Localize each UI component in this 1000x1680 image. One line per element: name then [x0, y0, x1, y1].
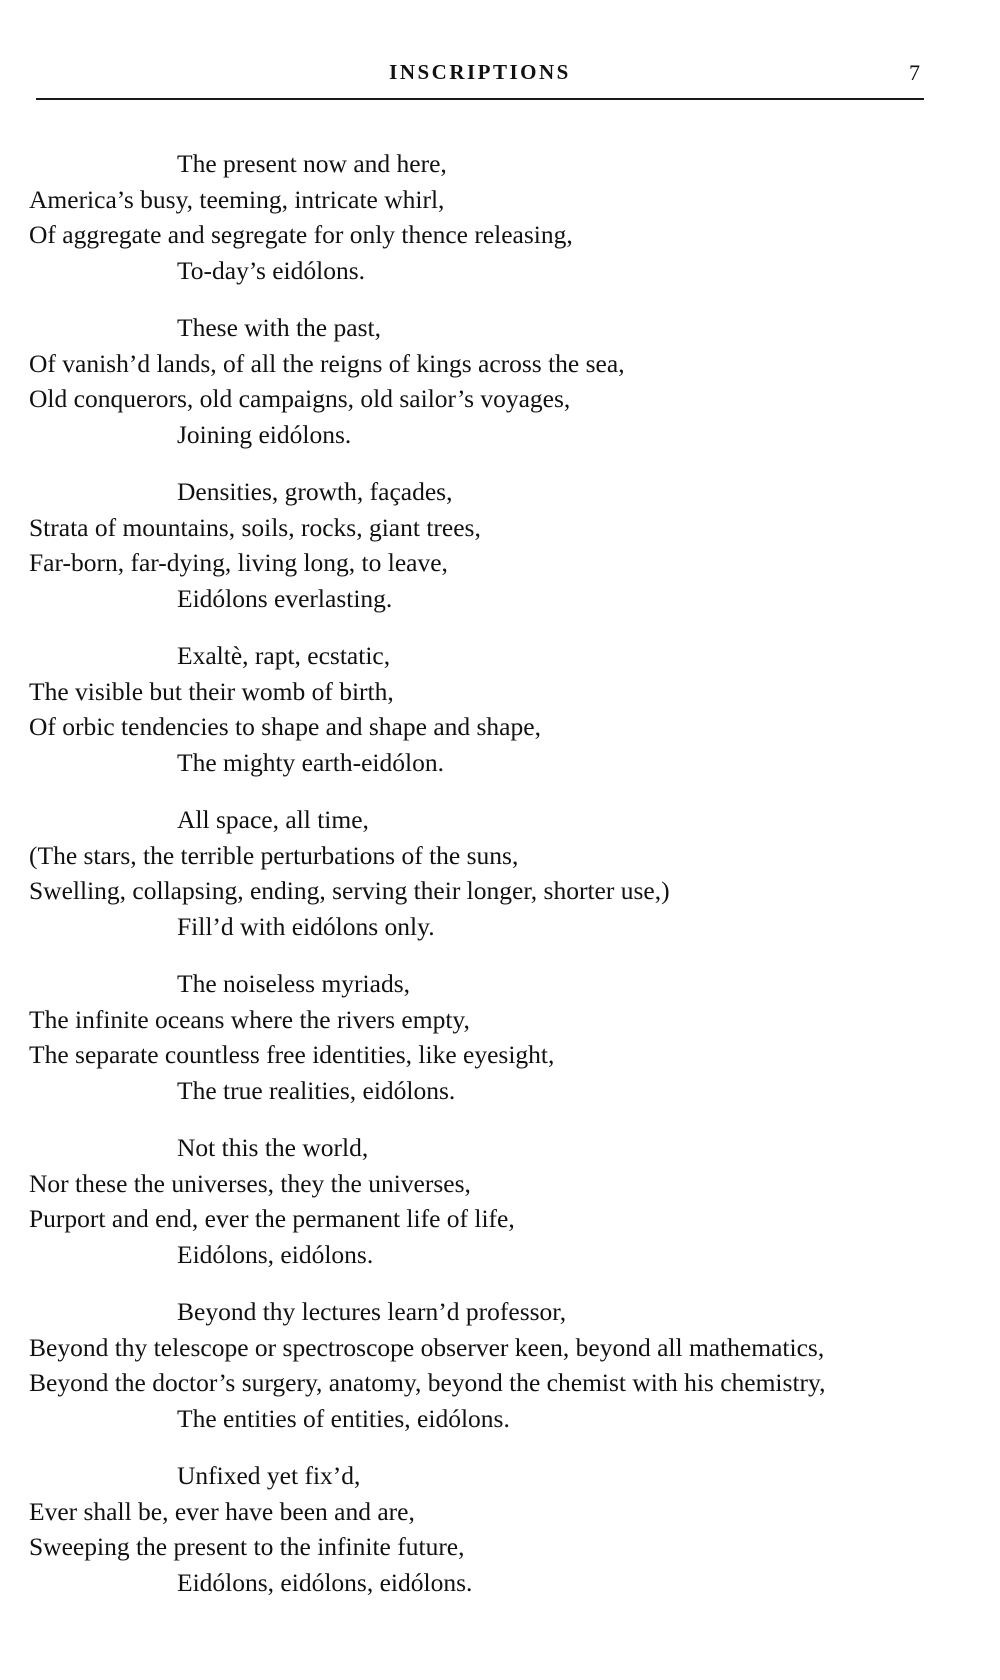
stanza: [29, 1458, 969, 1600]
stanza-line: Beyond thy telescope or spectroscope observer keen, beyond all mathematics,: [29, 1332, 825, 1362]
stanza: [29, 638, 969, 780]
stanza-line: Beyond the doctor’s surgery, anatomy, beyond the chemist with his chemistry,: [29, 1368, 826, 1397]
stanza-line: Old conquerors, old campaigns, old sailor’s voyages,: [29, 384, 571, 413]
stanza-closing-line: Fill’d with eidólons only.: [177, 911, 435, 941]
stanza-opening-line: These with the past,: [177, 313, 381, 342]
stanza-line: (The stars, the terrible perturbations of the suns,: [29, 840, 519, 870]
stanza: [29, 1294, 969, 1436]
stanza: [29, 966, 969, 1108]
stanza-line: The visible but their womb of birth,: [29, 676, 394, 706]
stanza-line: Sweeping the present to the infinite future,: [29, 1532, 465, 1561]
stanza-line: Of vanish’d lands, of all the reigns of kings across the sea,: [29, 348, 625, 378]
stanza-opening-line: Exaltè, rapt, ecstatic,: [177, 641, 391, 670]
stanza-closing-line: Eidólons, eidólons, eidólons.: [177, 1567, 473, 1597]
stanza: [29, 310, 969, 452]
stanza-line: The infinite oceans where the rivers empty,: [29, 1004, 470, 1034]
stanza-opening-line: Densities, growth, façades,: [177, 477, 453, 506]
running-title: INSCRIPTIONS: [389, 60, 571, 84]
stanza-opening-line: The noiseless myriads,: [177, 969, 410, 998]
stanza-opening-line: Beyond thy lectures learn’d professor,: [177, 1297, 567, 1326]
stanza-line: Swelling, collapsing, ending, serving their longer, shorter use,): [29, 876, 670, 905]
stanza-line: Of aggregate and segregate for only thence releasing,: [29, 220, 573, 249]
stanza-closing-line: To-day’s eidólons.: [177, 255, 366, 285]
stanza-line: America’s busy, teeming, intricate whirl,: [29, 184, 445, 214]
stanza-opening-line: The present now and here,: [177, 149, 447, 178]
stanza-closing-line: Eidólons everlasting.: [177, 583, 393, 613]
running-head: [36, 58, 924, 100]
page-number: 7: [909, 60, 920, 85]
stanza-line: The separate countless free identities, like eyesight,: [29, 1040, 555, 1069]
stanza: [29, 146, 969, 288]
stanza-opening-line: All space, all time,: [177, 805, 369, 834]
stanza-closing-line: The true realities, eidólons.: [177, 1075, 456, 1105]
stanza-line: Ever shall be, ever have been and are,: [29, 1496, 415, 1526]
stanza-closing-line: Joining eidólons.: [177, 419, 352, 449]
stanza-line: Strata of mountains, soils, rocks, giant trees,: [29, 512, 481, 542]
stanza-closing-line: The mighty earth-eidólon.: [177, 747, 444, 777]
stanza-line: Purport and end, ever the permanent life of life,: [29, 1204, 515, 1233]
stanza: [29, 802, 969, 944]
stanza-line: Far-born, far-dying, living long, to leave,: [29, 548, 448, 577]
stanza-opening-line: Not this the world,: [177, 1133, 369, 1162]
poem-body: [29, 146, 969, 1622]
stanza-line: Of orbic tendencies to shape and shape and shape,: [29, 712, 541, 741]
stanza: [29, 1130, 969, 1272]
stanza-closing-line: Eidólons, eidólons.: [177, 1239, 374, 1269]
stanza-opening-line: Unfixed yet fix’d,: [177, 1461, 361, 1490]
stanza-closing-line: The entities of entities, eidólons.: [177, 1403, 510, 1433]
stanza-line: Nor these the universes, they the universes,: [29, 1168, 471, 1198]
stanza: [29, 474, 969, 616]
